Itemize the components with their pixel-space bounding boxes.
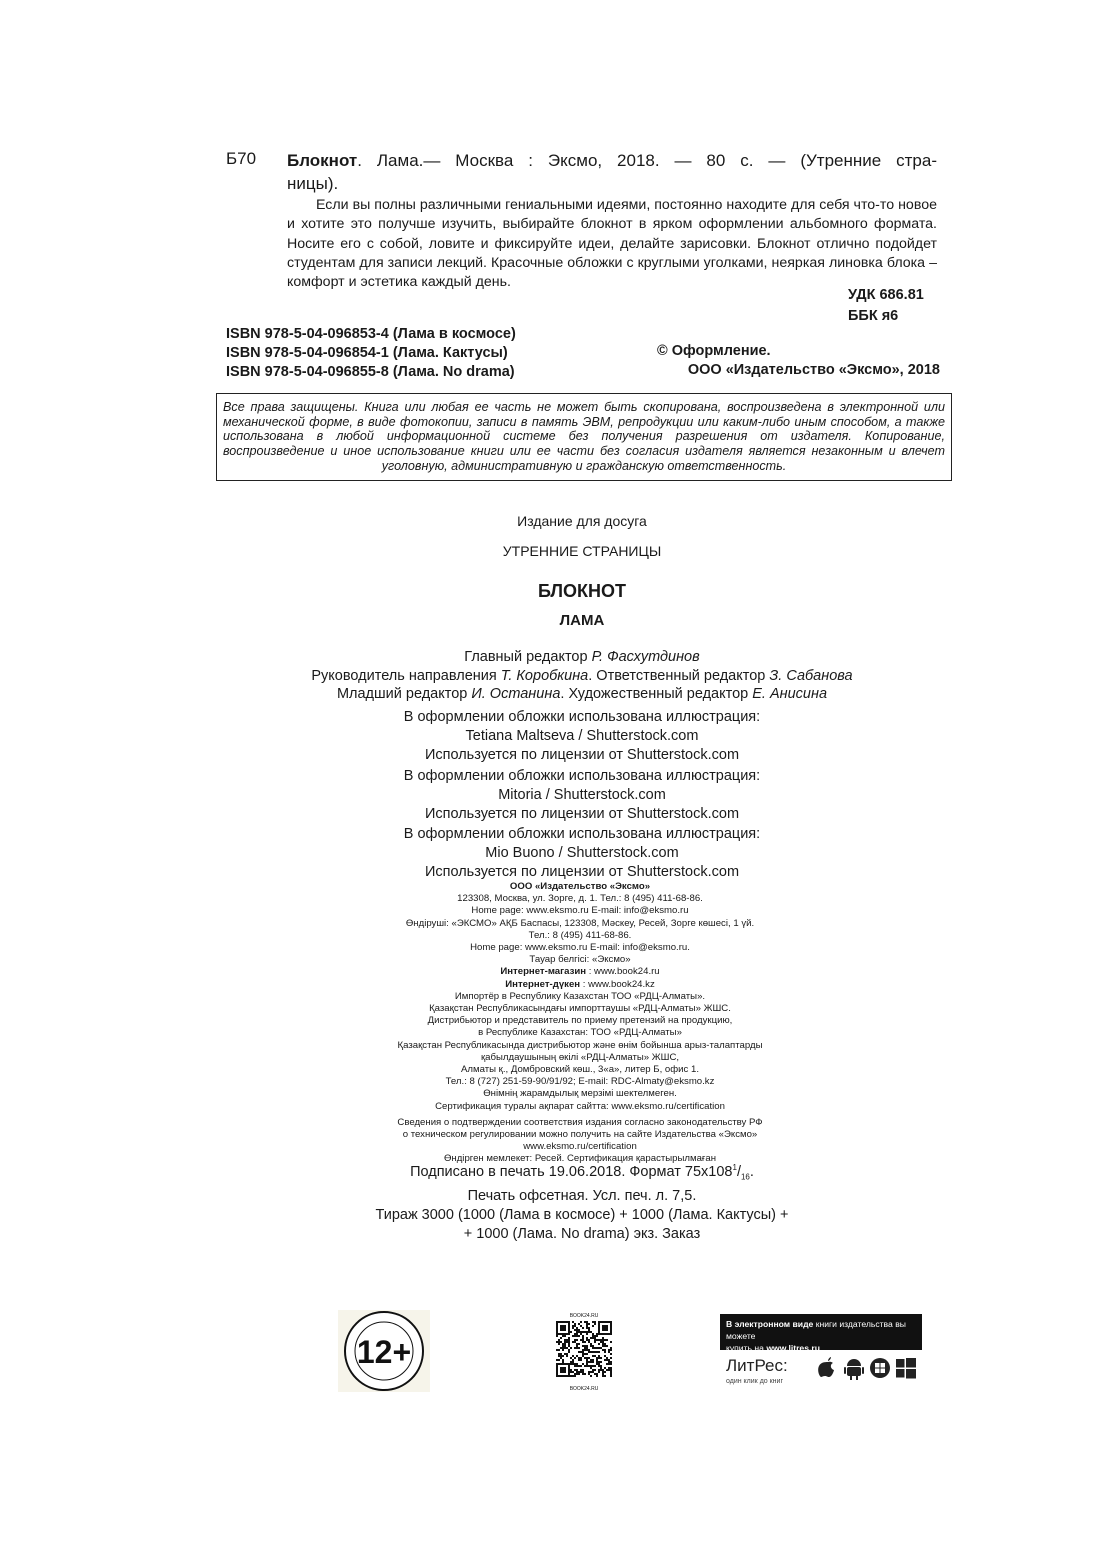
book-title: БЛОКНОТ [537,581,627,601]
publisher-line: Қазақстан Республикасында дистрибьютор және өнім бойынша арыз-талаптарды [397,1039,763,1051]
litres-block [720,1314,922,1400]
credit-line: В оформлении обложки использована иллюстрация: [403,768,761,784]
bib-title: Блокнот [287,151,358,170]
windows-icon [896,1358,916,1379]
publisher-line: Өндірген мемлекет: Ресей. Сертификация қарастырылмаған [443,1153,717,1165]
editor-role: . Ответственный редактор [588,667,770,684]
publisher-line: Тел.: 8 (495) 411-68-86. [528,929,632,941]
print-text: Подписано в печать 19.06.2018. Формат 75х108 [410,1163,733,1180]
editor-line [200,685,964,704]
print-line: Печать офсетная. Усл. печ. л. 7,5. [467,1187,697,1204]
publisher-line: 123308, Москва, ул. Зорге, д. 1. Тел.: 8 (495) 411-68-86. [457,893,703,905]
credit-line: В оформлении обложки использована иллюстрация: [403,826,761,842]
credit-line: Mio Buono / Shutterstock.com [485,845,679,861]
editor-name: Е. Анисина [752,686,828,702]
windows-classic-icon [870,1358,890,1378]
copyright [640,342,940,380]
isbn-item: ISBN 978-5-04-096853-4 (Лама в космосе) [226,326,516,342]
litres-link[interactable]: www.litres.ru [766,1343,820,1353]
android-icon [844,1359,864,1380]
publisher-line [330,979,830,991]
platform-icons [818,1356,918,1382]
isbn-item: ISBN 978-5-04-096854-1 (Лама. Кактусы) [226,345,508,361]
apple-icon [818,1357,834,1377]
publisher-line: Қазақстан Республикасындағы импорттаушы «РДЦ-Алматы» ЖШС. [429,1003,731,1015]
shop-label: Интернет-магазин [500,966,587,978]
editor-line [200,667,964,686]
print-line: Подписано в печать 19.06.2018. Формат $75х108^1/_{16}$. [410,1163,754,1182]
shop-value: : www.book24.ru [586,966,660,978]
shop-value: : www.book24.kz [580,978,655,990]
bib-line1-rest: . Лама.— Москва : Эксмо, 2018. — 80 с. — (Утренние стра- [357,151,937,170]
publisher-line: Сведения о подтверждении соответствия издания согласно законодательству РФ [397,1116,763,1128]
illustration-credit [200,708,964,765]
book-subtitle: ЛАМА [559,612,605,629]
editor-name: З. Сабанова [769,667,853,684]
editor-role: Главный редактор [464,649,592,665]
litres-banner-text: книги издательства вы можете [726,1319,906,1341]
litres-logo-text: ЛитРес: [726,1356,788,1375]
litres-banner-bold: В электронном виде [726,1319,814,1329]
credit-line: Используется по лицензии от Shutterstock.com [424,806,740,822]
litres-banner-line [726,1318,916,1342]
bib-code: Б70 [226,149,257,168]
credit-line: Mitoria / Shutterstock.com [498,787,666,803]
qr-code-icon[interactable] [543,1310,625,1392]
bib-line1 [287,149,937,172]
copyright-line2: ООО «Издательство «Эксмо», 2018 [687,362,940,378]
publisher-info [330,881,830,1166]
editor-role: Руководитель направления [311,667,501,684]
illustration-credit [200,767,964,824]
qr-label: BOOK24.RU [569,1313,599,1319]
age-rating-seal [338,1310,430,1392]
credit-line: В оформлении обложки использована иллюстрация: [403,709,761,725]
isbn-item: ISBN 978-5-04-096855-8 (Лама. No drama) [226,364,515,380]
publisher-line: о техническом регулировании можно получить на сайте Издательства «Эксмо» [402,1129,758,1141]
edition-type: Издание для досуга [517,513,647,529]
publisher-line: Алматы қ., Домбровский көш., 3«а», литер Б, офис 1. [461,1064,699,1076]
publisher-line: қабылдаушының өкілі «РДЦ-Алматы» ЖШС, [480,1051,680,1063]
age-rating-text: 12+ [356,1334,412,1370]
editors-block [200,648,964,704]
print-line: Тираж 3000 (1000 (Лама в космосе) + 1000 (Лама. Кактусы) + [375,1206,789,1223]
publisher-line: Тауар белгісі: «Эксмо» [529,954,631,966]
editor-line [200,648,964,667]
publisher-line: Дистрибьютор и представитель по приему претензий на продукцию, [427,1015,733,1027]
litres-banner-line [726,1342,916,1354]
series-name: УТРЕННИЕ СТРАНИЦЫ [502,543,662,559]
editor-role: . Художественный редактор [560,686,753,702]
publisher-line: в Республике Казахстан: ТОО «РДЦ-Алматы» [478,1027,682,1039]
editor-name: Т. Коробкина [500,667,589,684]
bib-record [287,149,937,195]
publisher-line: www.eksmo.ru/certification [523,1141,637,1153]
illustration-credit [200,825,964,882]
format-denominator: 16 [740,1172,750,1182]
rights-notice: Все права защищены. Книга или любая ее часть не может быть скопирована, воспроизведена в электронной или механической форме, в виде фотокопии, записи в память ЭВМ, репродукции или каким-либо иным способом, а также использована в любой информационной системе без получения разрешения от издателя. Копирование, воспроизведение и иное использование книги или ее части без согласия издателя является незаконным и влечет уголовную, административную и гражданскую ответственность. [223,400,945,473]
credit-line: Tetiana Maltseva / Shutterstock.com [465,728,699,744]
bbk-code: ББК я6 [848,308,899,324]
qr-label: BOOK24.RU [569,1386,599,1392]
publisher-line: Сертификация туралы ақпарат сайтта: www.eksmo.ru/certification [435,1100,725,1112]
annotation-text: Если вы полны различными гениальными идеями, постоянно находите для себя что-то новое и хотите это получше изучить, выбирайте блокнот в ярком оформлении альбомного формата. Носите его с собой, ловите и фиксируйте идеи, делайте зарисовки. Блокнот отлично подойдет студентам для записи лекций. Красочные обложки с круглыми уголками, неяркая линовка блока – комфорт и эстетика каждый день. [287,197,937,291]
udk-code: УДК 686.81 [848,287,924,303]
editor-name: И. Останина [471,686,561,702]
publisher-line: Өндіруші: «ЭКСМО» АҚБ Баспасы, 123308, Мәскеу, Ресей, Зорге көшесі, 1 үй. [405,917,755,929]
credit-line: Используется по лицензии от Shutterstock.com [424,747,740,763]
publisher-line: Импортёр в Республику Казахстан ТОО «РДЦ-Алматы». [454,990,706,1002]
shop-label: Интернет-дүкен [505,978,581,990]
format-numerator: 1 [732,1163,737,1172]
credit-line: Используется по лицензии от Shutterstock.com [424,864,740,880]
qr-code-block [543,1310,625,1392]
rights-notice-box [216,393,952,481]
print-text: . [749,1163,754,1180]
print-line: + 1000 (Лама. No drama) экз. Заказ [463,1225,701,1242]
publisher-line [330,966,830,978]
classification [760,285,937,327]
litres-slogan: один клик до книг [726,1378,784,1385]
litres-banner-text: купить на [726,1343,767,1353]
printing-info [200,1158,964,1244]
editor-role: Младший редактор [336,686,472,702]
bib-line2: ницы). [287,174,339,193]
publisher-line: Home page: www.eksmo.ru E-mail: info@eksmo.ru [471,905,689,917]
publisher-name: ООО «Издательство «Эксмо» [509,881,651,892]
litres-banner[interactable] [720,1314,922,1353]
editor-name: Р. Фасхутдинов [591,649,700,665]
age-rating-icon [338,1310,430,1392]
publisher-line: Home page: www.eksmo.ru E-mail: info@eksmo.ru. [470,942,690,954]
copyright-line1: © Оформление. [657,343,771,359]
annotation [287,196,937,292]
publisher-line: Тел.: 8 (727) 251-59-90/91/92; E-mail: RDC-Almaty@eksmo.kz [445,1076,715,1088]
isbn-list [226,325,516,382]
publisher-line: Өнімнің жарамдылық мерзімі шектелмеген. [483,1088,677,1100]
